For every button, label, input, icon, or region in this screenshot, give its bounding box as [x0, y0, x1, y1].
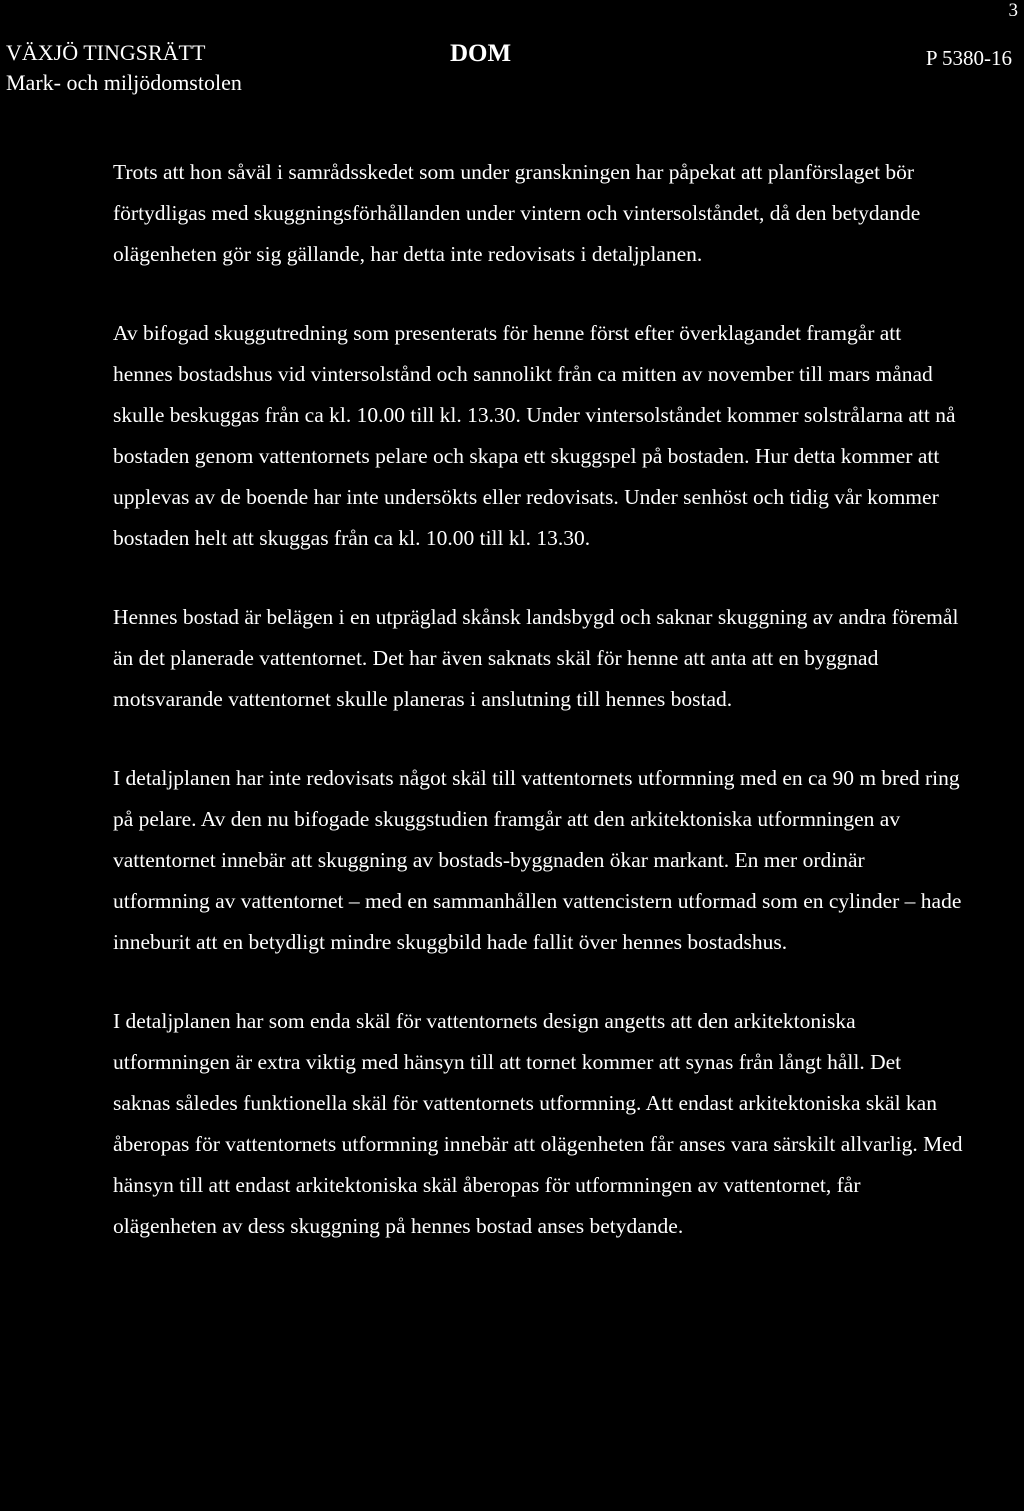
paragraph: Trots att hon såväl i samrådsskedet som under granskningen har påpekat att planförslaget bör förtydligas med skuggningsförhållanden under vintern och vintersolståndet, då den betydande olägenheten gör sig gällande, har detta inte redovisats i detaljplanen. — [113, 160, 921, 266]
document-body — [113, 152, 963, 1285]
paragraph: I detaljplanen har som enda skäl för vattentornets design angetts att den arkitektoniska utformningen är extra viktig med hänsyn till att tornet kommer att synas från långt håll. Det saknas således funktionella skäl för vattentornets utformning. Att endast arkitektoniska skäl kan åberopas för vattentornets utformning innebär att olägenheten får anses vara särskilt allvarlig. Med hänsyn till att endast arkitektoniska skäl åberopas för utformningen av vattentornet, får olägenheten av dess skuggning på hennes bostad anses betydande. — [113, 1009, 963, 1238]
paragraph: I detaljplanen har inte redovisats något skäl till vattentornets utformning med en ca 90 m bred ring på pelare. Av den nu bifogade skuggstudien framgår att den arkitektoniska utformningen av vattentornet innebär att skuggning av bostads-byggnaden ökar markant. En mer ordinär utformning av vattentornet – med en sammanhållen vattencistern utformad som en cylinder – hade inneburit att en betydligt mindre skuggbild hade fallit över hennes bostadshus. — [113, 766, 962, 954]
paragraph: Hennes bostad är belägen i en utpräglad skånsk landsbygd och saknar skuggning av andra föremål än det planerade vattentornet. Det har även saknats skäl för henne att anta att en byggnad motsvarande vattentornet skulle planeras i anslutning till hennes bostad. — [113, 605, 959, 711]
case-number: P 5380-16 — [925, 46, 1012, 70]
page-number: 3 — [1008, 0, 1018, 21]
court-name: VÄXJÖ TINGSRÄTT — [6, 40, 206, 65]
court-header — [6, 38, 242, 98]
court-division: Mark- och miljödomstolen — [6, 70, 242, 95]
document-type: DOM — [450, 40, 512, 67]
paragraph: Av bifogad skuggutredning som presenterats för henne först efter överklagandet framgår att hennes bostadshus vid vintersolstånd och sannolikt från ca mitten av november till mars månad skulle beskuggas från ca kl. 10.00 till kl. 13.30. Under vintersolståndet kommer solstrålarna att nå bostaden genom vattentornets pelare och skapa ett skuggspel på bostaden. Hur detta kommer att upplevas av de boende har inte undersökts eller redovisats. Under senhöst och tidig vår kommer bostaden helt att skuggas från ca kl. 10.00 till kl. 13.30. — [113, 321, 956, 550]
